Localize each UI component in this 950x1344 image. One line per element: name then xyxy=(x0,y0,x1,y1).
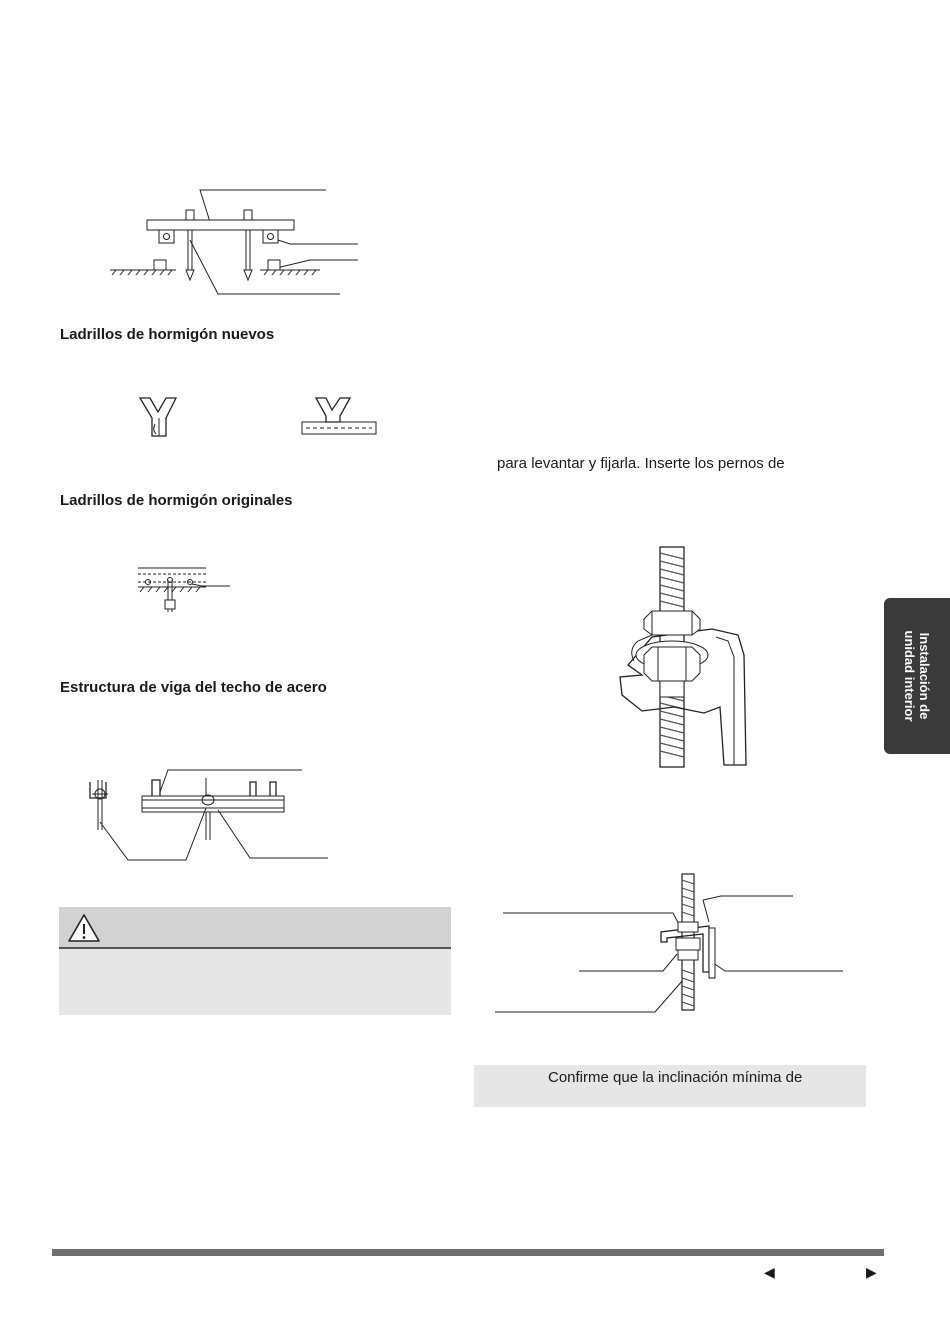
note-text: Confirme que la inclinación mínima de xyxy=(548,1069,803,1086)
caution-header xyxy=(59,907,451,949)
section-side-tab xyxy=(884,598,950,754)
footer-bar xyxy=(52,1249,884,1256)
side-tab-line1: Instalación de xyxy=(917,632,932,720)
new-concrete-anchor-diagram xyxy=(130,390,390,450)
warning-triangle-icon xyxy=(67,913,101,943)
left-triangle-icon[interactable]: ◀ xyxy=(764,1264,775,1280)
note-box xyxy=(474,1065,866,1107)
heading-steel-beam: Estructura de viga del techo de acero xyxy=(60,679,327,696)
heading-new-concrete: Ladrillos de hormigón nuevos xyxy=(60,326,275,343)
steel-beam-hanger-diagram xyxy=(80,760,340,870)
hanger-bolt-closeup-diagram xyxy=(612,545,762,770)
bolt-assembly-labeled-diagram xyxy=(495,870,850,1020)
right-triangle-icon[interactable]: ▶ xyxy=(866,1264,877,1280)
side-tab-line2: unidad interior xyxy=(902,630,917,722)
original-concrete-anchor-diagram xyxy=(130,560,240,620)
side-tab-label xyxy=(902,631,932,722)
wood-frame-bolt-diagram xyxy=(100,180,370,300)
heading-original-concrete: Ladrillos de hormigón originales xyxy=(60,492,293,509)
caution-box xyxy=(59,907,451,1015)
lift-instruction-text: para levantar y fijarla. Inserte los pernos de xyxy=(497,455,785,472)
